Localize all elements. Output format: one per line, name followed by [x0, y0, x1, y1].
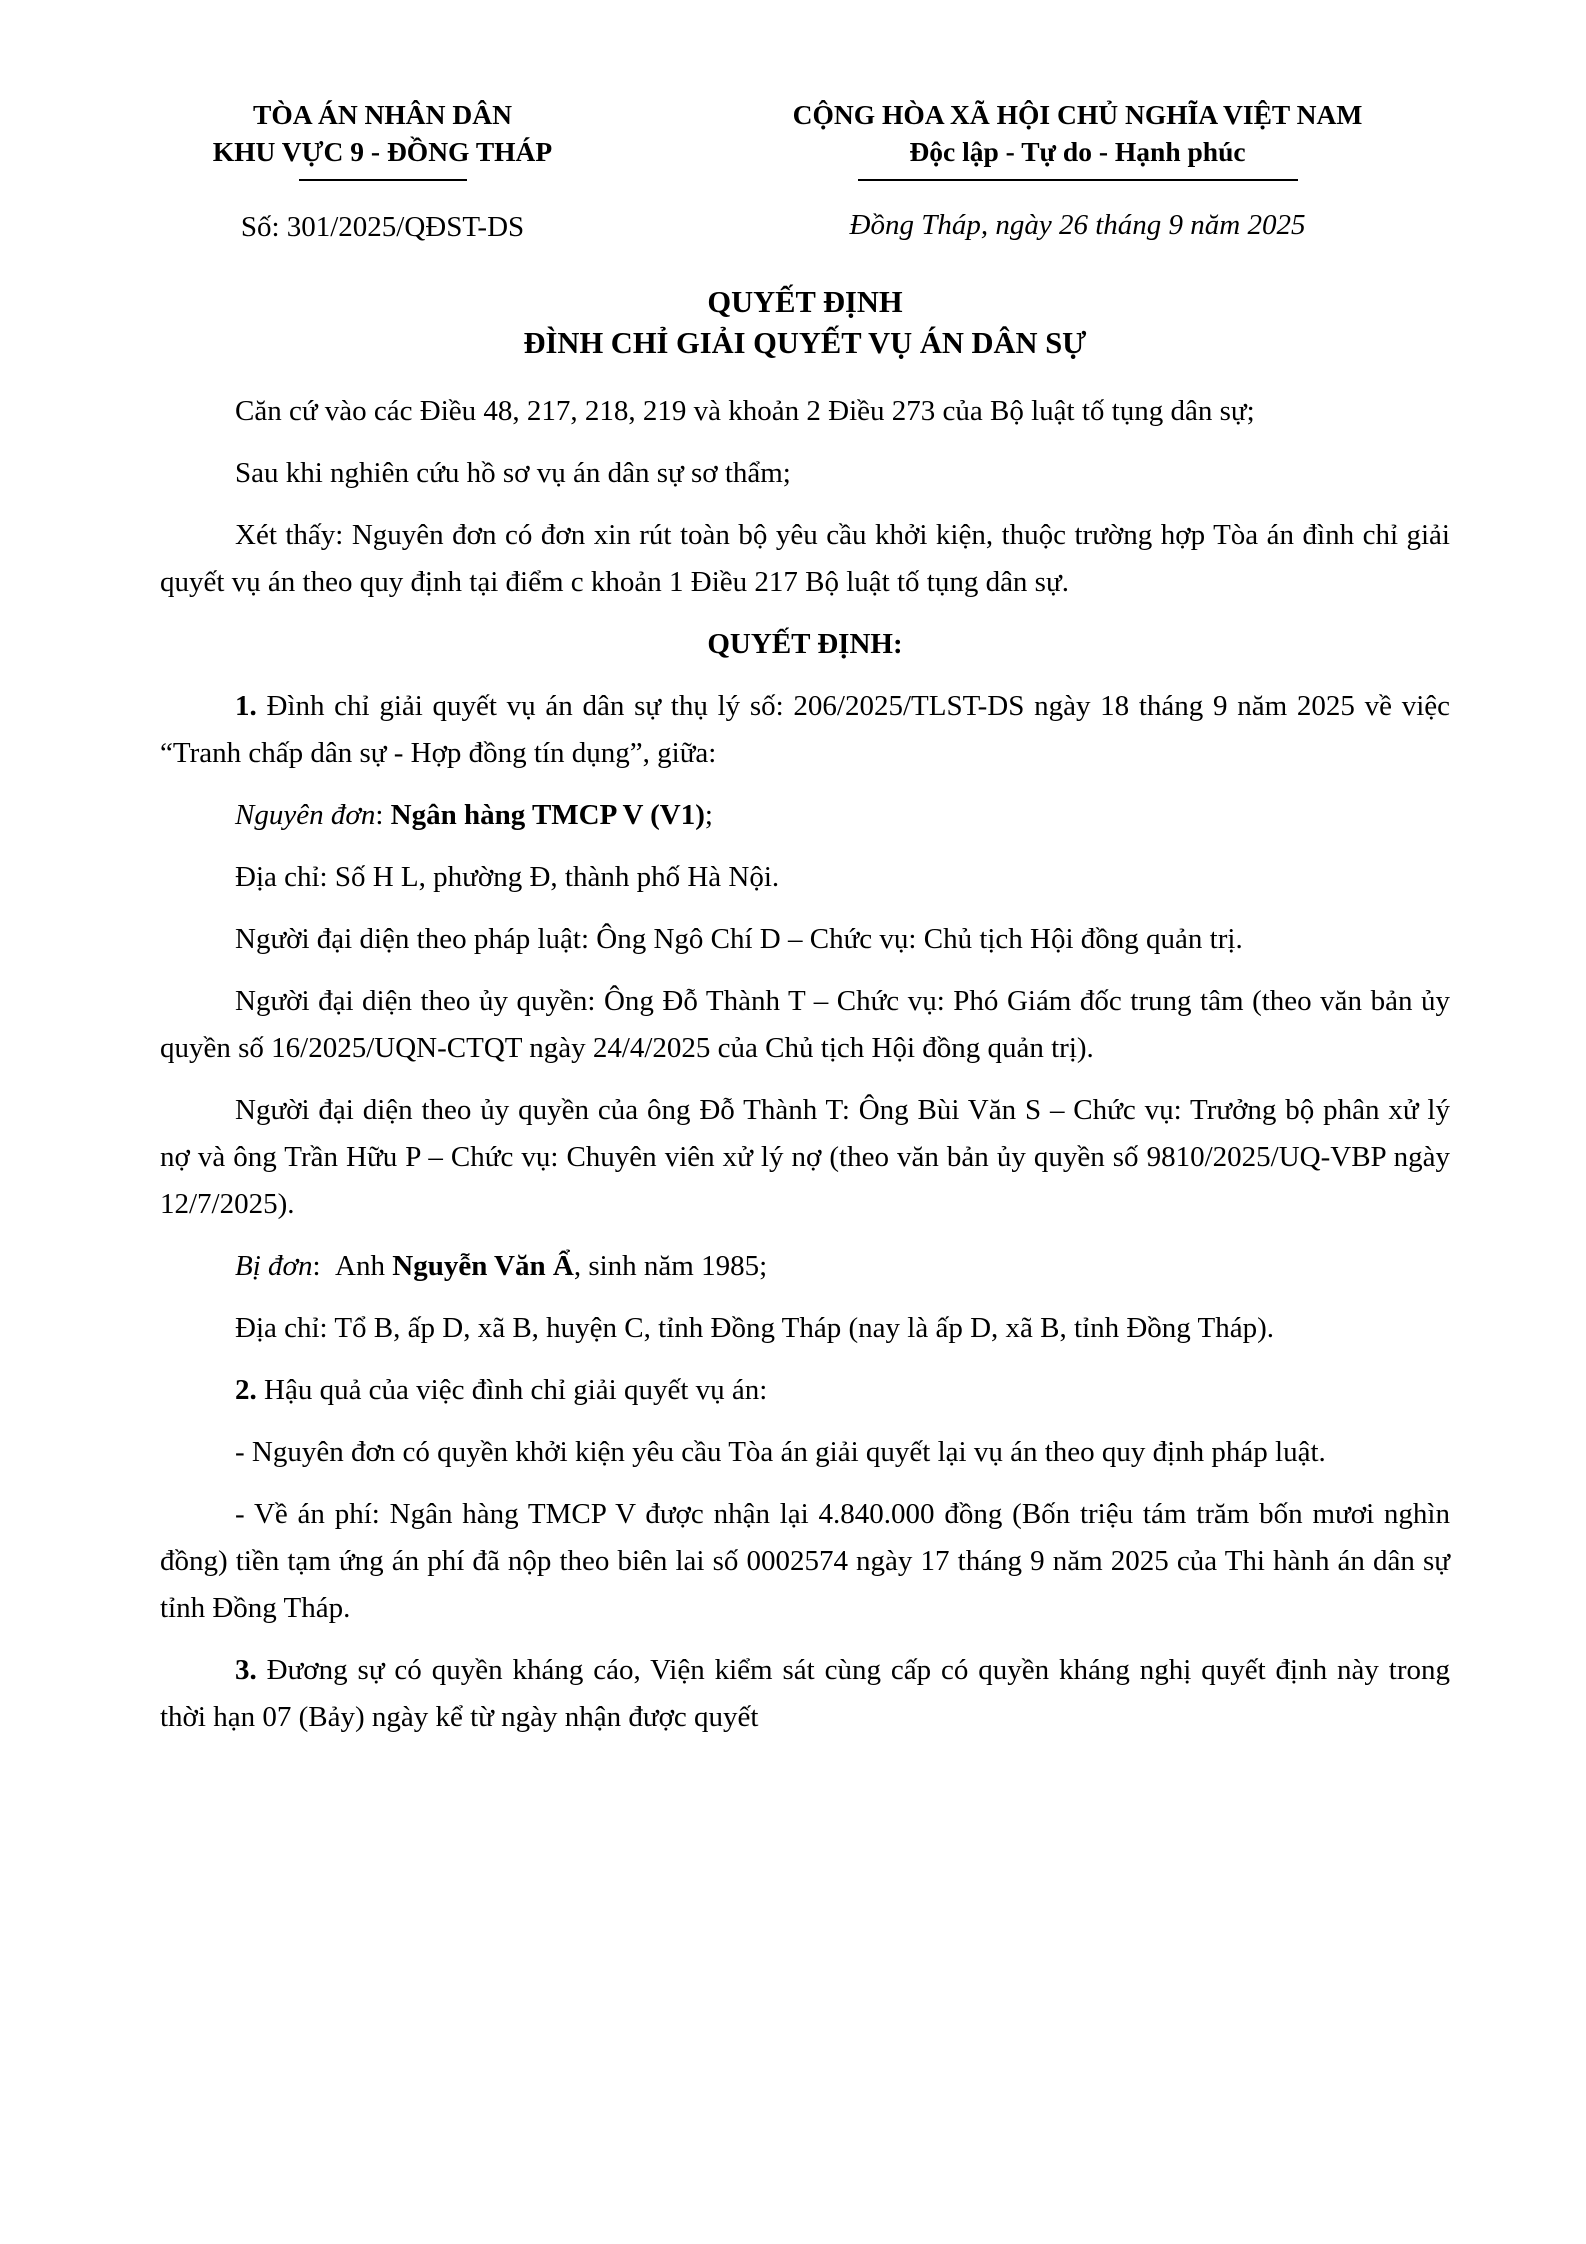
text-segment: Xét thấy: Nguyên đơn có đơn xin rút toàn bộ yêu cầu khởi kiện, thuộc trường hợp Tòa án đình chỉ giải quyết vụ án theo quy định tại điểm c khoản 1 Điều 217 Bộ luật tố tụng dân sự. — [160, 519, 1450, 598]
paragraph — [160, 1367, 1450, 1414]
text-segment: - Nguyên đơn có quyền khởi kiện yêu cầu Tòa án giải quyết lại vụ án theo quy định pháp luật. — [235, 1436, 1326, 1468]
paragraph — [160, 1305, 1450, 1352]
paragraph — [160, 978, 1450, 1072]
text-segment: , sinh năm 1985; — [573, 1250, 768, 1282]
motto-underline — [858, 179, 1298, 181]
text-segment: 1. — [235, 690, 257, 722]
text-segment: Nguyễn Văn Ẩ — [392, 1250, 574, 1282]
text-segment: Căn cứ vào các Điều 48, 217, 218, 219 và khoản 2 Điều 273 của Bộ luật tố tụng dân sự; — [235, 395, 1255, 427]
court-name-line1: TÒA ÁN NHÂN DÂN — [253, 99, 512, 130]
text-segment: Đương sự có quyền kháng cáo, Viện kiểm sát cùng cấp có quyền kháng nghị quyết định này trong thời hạn 07 (Bảy) ngày kể từ ngày nhận được quyết — [160, 1654, 1450, 1733]
text-segment: - Về án phí: Ngân hàng TMCP V được nhận lại 4.840.000 đồng (Bốn triệu tám trăm bốn mươi nghìn đồng) tiền tạm ứng án phí đã nộp theo biên lai số 0002574 ngày 17 tháng 9 năm 2025 của Thi hành án dân sự tỉnh Đồng Tháp. — [160, 1498, 1450, 1624]
court-name-line2: KHU VỰC 9 - ĐỒNG THÁP — [212, 136, 553, 167]
paragraph — [160, 1243, 1450, 1290]
text-segment: Địa chỉ: Số H L, phường Đ, thành phố Hà Nội. — [235, 861, 780, 893]
national-motto: Độc lập - Tự do - Hạnh phúc — [909, 136, 1246, 167]
national-title: CỘNG HÒA XÃ HỘI CHỦ NGHĨA VIỆT NAM — [792, 99, 1363, 130]
text-segment: QUYẾT ĐỊNH: — [707, 628, 903, 660]
text-segment: Nguyên đơn — [235, 799, 376, 831]
text-segment: Sau khi nghiên cứu hồ sơ vụ án dân sự sơ thẩm; — [235, 457, 791, 489]
document-title — [160, 282, 1450, 364]
text-segment: Địa chỉ: Tổ B, ấp D, xã B, huyện C, tỉnh Đồng Tháp (nay là ấp D, xã B, tỉnh Đồng Tháp). — [235, 1312, 1275, 1344]
national-motto-block — [705, 96, 1450, 242]
paragraph — [160, 1429, 1450, 1476]
court-underline — [299, 179, 467, 181]
paragraph — [160, 388, 1450, 435]
document-header — [160, 96, 1450, 244]
text-segment: ; — [704, 799, 713, 831]
paragraph — [160, 1087, 1450, 1228]
text-segment: 3. — [235, 1654, 257, 1686]
text-segment: Hậu quả của việc đình chỉ giải quyết vụ án: — [256, 1374, 768, 1406]
text-segment: Bị đơn — [235, 1250, 313, 1282]
text-segment: Người đại diện theo ủy quyền của ông Đỗ Thành T: Ông Bùi Văn S – Chức vụ: Trưởng bộ phân xử lý nợ và ông Trần Hữu P – Chức vụ: Chuyên viên xử lý nợ (theo văn bản ủy quyền số 9810/2025/UQ-VBP ngày 12/7/2025). — [160, 1094, 1450, 1220]
text-segment: Người đại diện theo pháp luật: Ông Ngô Chí D – Chức vụ: Chủ tịch Hội đồng quản trị. — [235, 923, 1243, 955]
text-segment: Người đại diện theo ủy quyền: Ông Đỗ Thành T – Chức vụ: Phó Giám đốc trung tâm (theo văn bản ủy quyền số 16/2025/UQN-CTQT ngày 24/4/2025 của Chủ tịch Hội đồng quản trị). — [160, 985, 1450, 1064]
document-body — [160, 388, 1450, 1741]
text-segment: : — [375, 799, 391, 831]
court-block — [160, 96, 605, 244]
section-heading — [160, 621, 1450, 668]
text-segment: : Anh — [312, 1250, 393, 1282]
title-line1: QUYẾT ĐỊNH — [707, 285, 903, 319]
paragraph — [160, 512, 1450, 606]
paragraph — [160, 1491, 1450, 1632]
paragraph — [160, 683, 1450, 777]
text-segment: Ngân hàng TMCP V (V1) — [390, 799, 705, 831]
paragraph — [160, 450, 1450, 497]
paragraph — [160, 854, 1450, 901]
document-number: Số: 301/2025/QĐST-DS — [240, 211, 525, 243]
text-segment: 2. — [235, 1374, 257, 1406]
paragraph — [160, 916, 1450, 963]
text-segment: Đình chỉ giải quyết vụ án dân sự thụ lý số: 206/2025/TLST-DS ngày 18 tháng 9 năm 2025 về việc “Tranh chấp dân sự - Hợp đồng tín dụng”, giữa: — [160, 690, 1450, 769]
date-place-line: Đồng Tháp, ngày 26 tháng 9 năm 2025 — [849, 209, 1306, 241]
paragraph — [160, 792, 1450, 839]
paragraph — [160, 1647, 1450, 1741]
title-line2: ĐÌNH CHỈ GIẢI QUYẾT VỤ ÁN DÂN SỰ — [523, 326, 1087, 360]
